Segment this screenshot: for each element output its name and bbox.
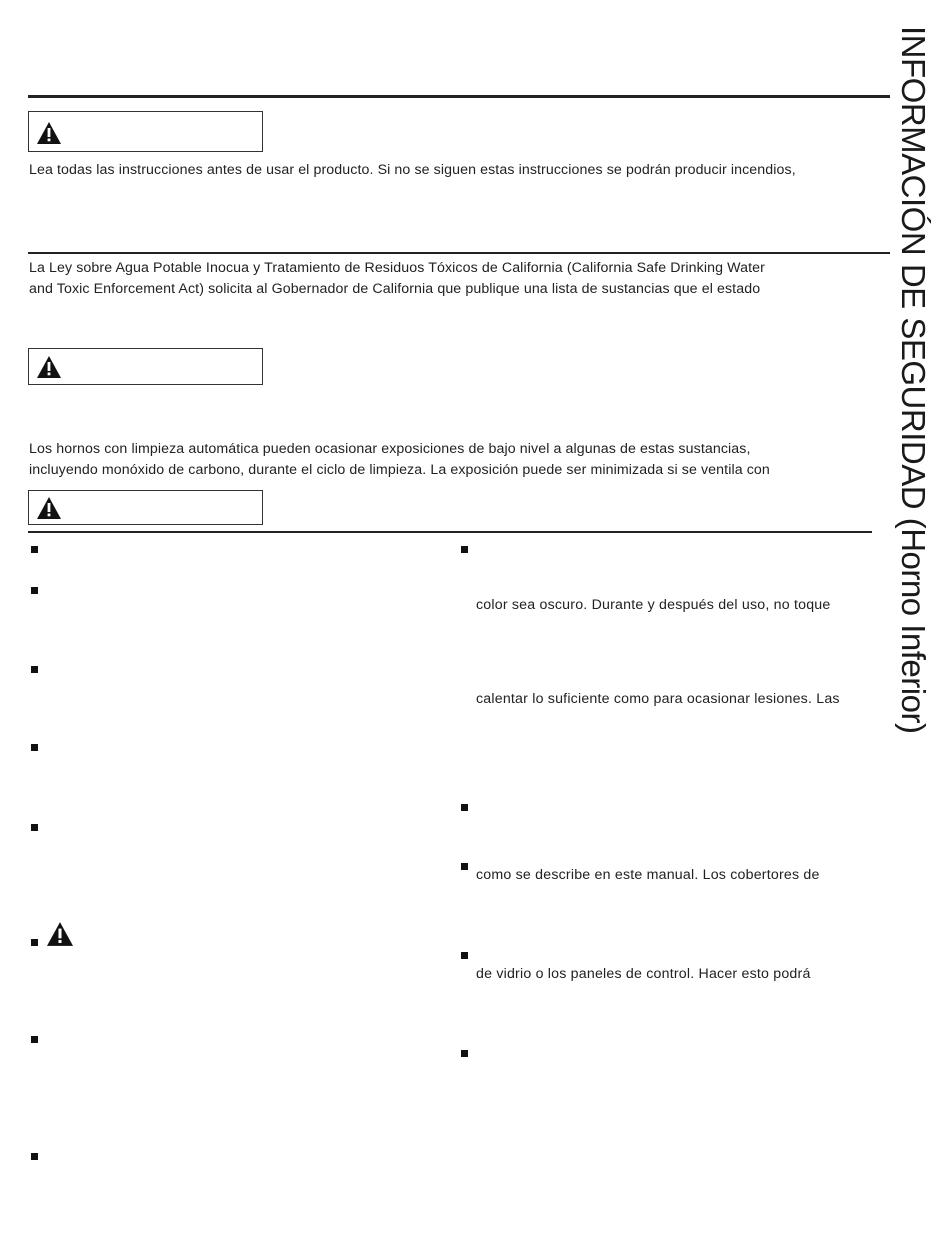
section-rule-3 — [28, 531, 872, 533]
warning-triangle-icon — [37, 122, 61, 144]
square-bullet-icon — [31, 587, 38, 594]
square-bullet-icon — [31, 824, 38, 831]
square-bullet-icon — [31, 744, 38, 751]
square-bullet-icon — [31, 546, 38, 553]
self-clean-line-1: Los hornos con limpieza automática pueden ocasionar exposiciones de bajo nivel a algunas de estas sustancias, — [29, 441, 751, 457]
square-bullet-icon — [461, 863, 468, 870]
warning-triangle-icon — [47, 922, 73, 951]
square-bullet-icon — [461, 1050, 468, 1057]
warning-triangle-icon — [37, 356, 61, 378]
warning-box-3 — [28, 490, 263, 525]
right-text-fragment-4: de vidrio o los paneles de control. Hacer esto podrá — [476, 966, 811, 982]
instructions-paragraph: Lea todas las instrucciones antes de usar el producto. Si no se siguen estas instrucciones se podrán producir incendios, — [29, 162, 796, 178]
self-clean-paragraph — [29, 439, 899, 481]
square-bullet-icon — [31, 1036, 38, 1043]
square-bullet-icon — [461, 804, 468, 811]
section-rule-2 — [28, 252, 890, 254]
california-law-line-2: and Toxic Enforcement Act) solicita al Gobernador de California que publique una lista de sustancias que el estado — [29, 281, 761, 297]
square-bullet-icon — [461, 952, 468, 959]
california-law-paragraph — [29, 258, 899, 300]
square-bullet-icon — [31, 939, 38, 946]
self-clean-line-2: incluyendo monóxido de carbono, durante el ciclo de limpieza. La exposición puede ser minimizada si se ventila con — [29, 462, 770, 478]
top-rule — [28, 95, 890, 98]
right-text-fragment-1: color sea oscuro. Durante y después del uso, no toque — [476, 597, 831, 613]
warning-box-1 — [28, 111, 263, 152]
square-bullet-icon — [31, 1153, 38, 1160]
california-law-line-1: La Ley sobre Agua Potable Inocua y Tratamiento de Residuos Tóxicos de California (California Safe Drinking Water — [29, 260, 765, 276]
right-text-fragment-2: calentar lo suficiente como para ocasionar lesiones. Las — [476, 691, 840, 707]
square-bullet-icon — [461, 546, 468, 553]
warning-triangle-icon — [37, 497, 61, 519]
warning-box-2 — [28, 348, 263, 385]
right-text-fragment-3: como se describe en este manual. Los cobertores de — [476, 867, 820, 883]
square-bullet-icon — [31, 666, 38, 673]
side-section-title: INFORMACIÓN DE SEGURIDAD (Horno Inferior) — [895, 26, 932, 734]
